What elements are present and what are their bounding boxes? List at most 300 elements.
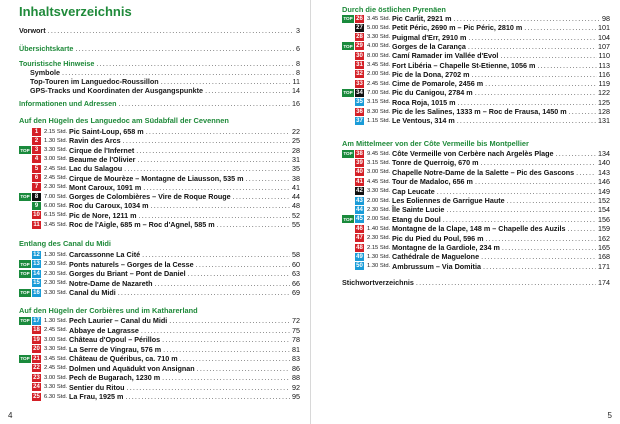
tour-duration: 6.30 Std. (44, 393, 68, 400)
tour-entry-7[interactable] (19, 183, 300, 192)
tour-number-badge: 29 (356, 43, 363, 50)
top-tour-spacer (19, 211, 31, 219)
tour-entry-41[interactable] (342, 177, 610, 186)
top-tour-spacer (19, 326, 31, 334)
tour-page: 92 (292, 382, 300, 392)
tour-entry-26[interactable] (342, 14, 610, 23)
tour-name: Sentier du Ritou (69, 382, 125, 392)
tour-entry-9[interactable] (19, 201, 300, 210)
toc-entry-informationen[interactable] (19, 99, 300, 108)
top-tour-spacer (342, 108, 354, 116)
tour-number-badge: 16 (33, 289, 40, 296)
toc-page: 174 (598, 278, 610, 287)
top-tour-badge: TOP (343, 151, 353, 156)
top-tour-spacer (342, 253, 354, 261)
tour-number-badge: 22 (33, 365, 40, 371)
tour-duration: 3.30 Std. (367, 188, 391, 195)
tour-number-badge: 34 (356, 89, 363, 96)
top-tour-badge: TOP (343, 216, 353, 222)
tour-page: 72 (292, 316, 300, 325)
tour-entry-31[interactable] (342, 61, 610, 70)
tour-number-badge: 20 (33, 346, 40, 352)
leader-dots (123, 136, 290, 145)
leader-dots (162, 373, 290, 382)
tour-number-badge: 46 (356, 225, 363, 232)
tour-page: 125 (598, 97, 610, 107)
tour-entry-43[interactable] (342, 196, 610, 205)
tour-name: Beaume de l'Olivier (69, 154, 136, 164)
leader-dots (458, 98, 596, 107)
tour-page: 140 (598, 158, 610, 168)
tour-number-badge: 11 (33, 221, 40, 228)
tour-page: 63 (292, 269, 300, 278)
tour-entry-24[interactable] (19, 383, 300, 392)
tour-entry-23[interactable] (19, 373, 300, 382)
tour-page: 122 (598, 88, 610, 98)
tour-entry-16[interactable] (19, 288, 300, 297)
tour-entry-1[interactable] (19, 127, 300, 136)
tour-entry-22[interactable] (19, 364, 300, 373)
tour-name: Camí Ramader im Vallée d'Evol (392, 51, 499, 61)
tour-number-badge: 48 (356, 244, 363, 251)
tour-number-badge: 40 (356, 169, 363, 176)
leader-dots (124, 164, 290, 173)
top-tour-spacer (342, 197, 354, 205)
tour-entry-10[interactable] (19, 211, 300, 220)
top-tour-spacer (19, 383, 31, 391)
top-tour-spacer (342, 24, 354, 32)
toc-entry-uebersichtskarte[interactable] (19, 44, 300, 53)
tour-duration: 2.15 Std. (367, 244, 391, 251)
top-tour-spacer (19, 128, 31, 136)
tour-page: 104 (598, 32, 610, 42)
tour-page: 168 (598, 252, 610, 262)
tour-duration: 7.00 Std. (44, 193, 68, 200)
leader-dots (154, 279, 290, 288)
tour-page: 58 (292, 250, 300, 259)
tour-page: 165 (598, 243, 610, 252)
tour-name: La Serre de Vingrau, 576 m (69, 344, 162, 354)
tour-entry-34[interactable] (342, 88, 610, 97)
tour-name: Le Ventous, 314 m (392, 116, 455, 126)
tour-entry-12[interactable] (19, 250, 300, 259)
tour-name: Pic Carlit, 2921 m (392, 14, 452, 23)
tour-name: Carcassonne La Cité (69, 250, 141, 259)
tour-entry-15[interactable] (19, 279, 300, 288)
tour-number-badge: 26 (356, 15, 363, 22)
tour-name: Pech Laurier – Canal du Midi (69, 316, 168, 325)
tour-number-badge: 4 (32, 155, 41, 163)
toc-label: Vorwort (19, 26, 46, 35)
toc-entry-stichwortverzeichnis[interactable] (342, 278, 610, 287)
tour-entry-36[interactable] (342, 107, 610, 116)
tour-entry-2[interactable] (19, 136, 300, 145)
tour-number-badge: 44 (356, 206, 363, 213)
tour-entry-47[interactable] (342, 234, 610, 243)
top-tour-spacer (342, 187, 354, 195)
tour-entry-8[interactable] (19, 192, 300, 201)
tour-name: Pic du Pied du Poul, 596 m (392, 233, 484, 243)
tour-number-badge: 27 (356, 24, 363, 31)
leader-dots (437, 187, 596, 196)
tour-duration: 2.30 Std. (367, 235, 391, 242)
toc-entry-symbole[interactable] (30, 68, 300, 77)
section-heading-corbieres: Auf den Hügeln der Corbières und im Katharerland (19, 306, 198, 315)
leader-dots (485, 234, 596, 243)
tour-entry-5[interactable] (19, 164, 300, 173)
tour-duration: 5.00 Std. (367, 24, 391, 31)
tour-duration: 2.30 Std. (44, 184, 68, 191)
tour-entry-3[interactable] (19, 146, 300, 155)
tour-duration: 3.00 Std. (367, 169, 391, 176)
leader-dots (146, 127, 290, 136)
tour-duration: 2.00 Std. (367, 197, 391, 204)
top-tour-spacer (342, 33, 354, 41)
tour-page: 78 (292, 335, 300, 344)
tour-name: Roc de l'Aigle, 685 m – Roc d'Agnel, 585 m (69, 220, 215, 229)
tour-duration: 3.30 Std. (44, 289, 68, 296)
page-title: Inhaltsverzeichnis (19, 4, 132, 19)
leader-dots (233, 192, 290, 201)
tour-entry-48[interactable] (342, 243, 610, 252)
tour-entry-20[interactable] (19, 345, 300, 354)
tour-name: Gorges de Colombières – Vire de Roque Rouge (69, 192, 231, 202)
top-tour-badge: TOP (343, 16, 353, 21)
tour-number-badge: 19 (33, 336, 40, 343)
leader-dots (457, 116, 596, 125)
tour-number-badge: 3 (32, 146, 41, 154)
tour-name: Dolmen und Aquädukt von Ansignan (69, 363, 195, 373)
tour-number-badge: 36 (356, 108, 363, 115)
tour-duration: 3.30 Std. (44, 346, 68, 352)
tour-duration: 3.30 Std. (44, 147, 68, 154)
leader-dots (483, 262, 596, 271)
tour-name: Cirque de l'Infernet (69, 145, 135, 155)
tour-entry-30[interactable] (342, 51, 610, 60)
tour-page: 113 (598, 60, 610, 70)
tour-name: Pic du Canigou, 2784 m (392, 88, 473, 98)
tour-name: Lac du Salagou (69, 164, 123, 174)
top-tour-spacer (19, 364, 31, 372)
leader-dots (443, 215, 596, 224)
tour-name: Cime de Pomarole, 2456 m (392, 79, 484, 89)
tour-duration: 2.45 Std. (44, 327, 68, 333)
top-tour-spacer (19, 183, 31, 191)
tour-page: 83 (292, 354, 300, 363)
tour-page: 149 (598, 186, 610, 196)
tour-duration: 9.45 Std. (367, 150, 391, 157)
tour-name: Petit Péric, 2690 m – Pic Péric, 2810 m (392, 23, 523, 33)
tour-number-badge: 28 (356, 34, 363, 41)
tour-entry-6[interactable] (19, 174, 300, 183)
tour-page: 101 (598, 23, 610, 33)
tour-name: Ambrussum – Via Domitia (392, 261, 481, 271)
tour-name: Les Eoliennes de Garrigue Haute (392, 196, 505, 205)
tour-page: 88 (292, 373, 300, 382)
tour-entry-28[interactable] (342, 33, 610, 42)
tour-number-badge: 39 (356, 159, 363, 166)
toc-page: 16 (292, 99, 300, 108)
tour-number-badge: 45 (356, 216, 363, 223)
leader-dots (500, 51, 596, 60)
leader-dots (118, 288, 290, 297)
toc-page: 8 (296, 68, 300, 77)
tour-number-badge: 18 (33, 327, 40, 333)
tour-page: 162 (598, 233, 610, 243)
tour-name: Pic de Nore, 1211 m (69, 210, 137, 220)
toc-entry-gps-tracks[interactable] (30, 86, 300, 95)
leader-dots (524, 23, 596, 32)
leader-dots (139, 211, 290, 220)
tour-page: 81 (292, 344, 300, 354)
tour-page: 41 (292, 182, 300, 192)
top-tour-spacer (342, 206, 354, 214)
tour-entry-38[interactable] (342, 149, 610, 158)
tour-duration: 3.30 Std. (44, 384, 68, 390)
tour-name: Gorges du Briant – Pont de Daniel (69, 269, 186, 278)
tour-duration: 2.00 Std. (367, 216, 391, 223)
tour-entry-49[interactable] (342, 252, 610, 261)
leader-dots (137, 155, 290, 164)
toc-page: 3 (296, 26, 300, 35)
section-heading-canal-du-midi: Entlang des Canal du Midi (19, 239, 111, 248)
tour-duration: 2.15 Std. (44, 128, 68, 135)
tour-page: 134 (598, 149, 610, 158)
tour-page: 98 (602, 14, 610, 23)
tour-name: Pic de la Dona, 2702 m (392, 69, 470, 79)
tour-name: Etang du Doul (392, 214, 441, 224)
tour-entry-33[interactable] (342, 79, 610, 88)
top-tour-spacer (342, 234, 354, 242)
tour-number-badge: 5 (32, 165, 41, 173)
tour-number-badge: 23 (33, 374, 40, 381)
tour-entry-39[interactable] (342, 158, 610, 167)
top-tour-spacer (19, 137, 31, 145)
tour-duration: 3.30 Std. (367, 34, 391, 41)
leader-dots (468, 42, 596, 51)
tour-duration: 2.30 Std. (44, 270, 68, 277)
tour-number-badge: 2 (32, 137, 41, 145)
tour-page: 152 (598, 196, 610, 205)
toc-label: Symbole (30, 68, 60, 77)
tour-name: Canal du Midi (69, 288, 116, 297)
tour-number-badge: 17 (33, 317, 40, 324)
leader-dots (537, 61, 596, 70)
tour-entry-45[interactable] (342, 215, 610, 224)
tour-duration: 8.00 Std. (367, 52, 391, 59)
tour-page: 116 (598, 69, 610, 79)
tour-name: Roc du Caroux, 1034 m (69, 201, 149, 211)
tour-entry-18[interactable] (19, 326, 300, 335)
leader-dots (136, 146, 290, 155)
tour-duration: 1.30 Std. (367, 253, 391, 260)
leader-dots (446, 205, 596, 214)
tour-number-badge: 25 (33, 393, 40, 400)
tour-page: 131 (598, 116, 610, 126)
toc-page: 6 (296, 44, 300, 53)
leader-dots (169, 316, 290, 325)
tour-name: Côte Vermeille von Cerbère nach Argelès Plage (392, 149, 554, 158)
toc-page: 8 (296, 59, 300, 68)
tour-duration: 8.30 Std. (367, 108, 391, 115)
tour-name: Château de Quéribus, ca. 710 m (69, 354, 178, 363)
tour-entry-37[interactable] (342, 116, 610, 125)
tour-entry-40[interactable] (342, 168, 610, 177)
tour-name: Tonre de Querroig, 670 m (392, 158, 479, 168)
top-tour-spacer (342, 178, 354, 186)
tour-duration: 2.45 Std. (44, 365, 68, 371)
tour-duration: 2.00 Std. (367, 71, 391, 78)
tour-entry-14[interactable] (19, 269, 300, 278)
top-tour-spacer (342, 225, 354, 233)
tour-entry-13[interactable] (19, 260, 300, 269)
tour-entry-35[interactable] (342, 98, 610, 107)
tour-page: 159 (598, 224, 610, 234)
tour-name: Gorges de la Carança (392, 41, 466, 51)
leader-dots (125, 392, 290, 401)
tour-name: Tour de Madaloc, 656 m (392, 177, 473, 187)
tour-entry-42[interactable] (342, 187, 610, 196)
leader-dots (481, 252, 596, 261)
section-heading-mittelmeer: Am Mittelmeer von der Côte Vermeille bis Montpellier (342, 139, 529, 148)
tour-name: Pic de les Salines, 1333 m – Roc de Frausa, 1450 m (392, 107, 567, 116)
top-tour-spacer (19, 345, 31, 353)
top-tour-spacer (342, 244, 354, 252)
tour-duration: 3.00 Std. (44, 156, 68, 163)
tour-name: Fort Libéria – Chapelle St-Etienne, 1056 m (392, 60, 536, 70)
top-tour-spacer (342, 80, 354, 88)
tour-duration: 2.45 Std. (44, 175, 68, 181)
tour-entry-44[interactable] (342, 205, 610, 214)
tour-entry-19[interactable] (19, 335, 300, 344)
tour-number-badge: 6 (32, 174, 41, 182)
tour-duration: 2.30 Std. (44, 261, 68, 267)
tour-name: Pech de Bugarach, 1230 m (69, 373, 161, 382)
tour-name: Cirque de Mourèze – Montagne de Liausson, 535 m (69, 173, 244, 183)
tour-number-badge: 32 (356, 71, 363, 78)
tour-name: Ponts naturels – Gorges de la Cesse (69, 259, 194, 269)
tour-name: Mont Caroux, 1091 m (69, 182, 142, 192)
tour-number-badge: 35 (356, 99, 363, 106)
tour-name: Château d'Opoul – Périllos (69, 335, 161, 344)
leader-dots (246, 174, 290, 183)
toc-entry-touristische-hinweise[interactable] (19, 59, 300, 68)
top-tour-spacer (342, 98, 354, 106)
top-tour-spacer (19, 165, 31, 173)
tour-entry-21[interactable] (19, 354, 300, 363)
tour-page: 75 (292, 325, 300, 335)
tour-duration: 2.30 Std. (44, 280, 68, 286)
tour-duration: 1.30 Std. (44, 251, 68, 258)
top-tour-spacer (19, 336, 31, 344)
tour-entry-29[interactable] (342, 42, 610, 51)
top-tour-spacer (342, 61, 354, 69)
top-tour-badge: TOP (20, 147, 30, 153)
tour-entry-25[interactable] (19, 392, 300, 401)
tour-number-badge: 30 (356, 52, 363, 59)
leader-dots (151, 201, 291, 210)
top-tour-spacer (342, 159, 354, 167)
tour-entry-32[interactable] (342, 70, 610, 79)
page-number-left: 4 (8, 411, 13, 420)
tour-name: Abbaye de Lagrasse (69, 325, 139, 335)
tour-number-badge: 38 (356, 150, 363, 157)
tour-entry-50[interactable] (342, 262, 610, 271)
leader-dots (163, 345, 290, 354)
top-tour-spacer (19, 202, 31, 210)
leader-dots (180, 354, 290, 363)
tour-entry-46[interactable] (342, 224, 610, 233)
tour-number-badge: 24 (33, 384, 40, 390)
tour-page: 25 (292, 136, 300, 146)
leader-dots (485, 79, 596, 88)
tour-name: Notre-Dame de Nazareth (69, 278, 153, 288)
tour-number-badge: 13 (33, 261, 40, 267)
top-tour-spacer (342, 70, 354, 78)
leader-dots (143, 183, 290, 192)
leader-dots (481, 158, 596, 167)
leader-dots (475, 177, 596, 186)
section-heading-languedoc: Auf den Hügeln des Languedoc am Südabfall der Cevennen (19, 116, 229, 125)
tour-number-badge: 31 (356, 62, 363, 68)
toc-entry-vorwort[interactable] (19, 26, 300, 35)
tour-entry-11[interactable] (19, 220, 300, 229)
leader-dots (475, 88, 596, 97)
leader-dots (454, 14, 600, 23)
top-tour-badge: TOP (20, 261, 30, 267)
leader-dots (217, 220, 290, 229)
top-tour-spacer (342, 168, 354, 176)
tour-duration: 7.00 Std. (367, 89, 391, 96)
top-tour-spacer (19, 374, 31, 382)
toc-label: Touristische Hinweise (19, 59, 95, 68)
tour-duration: 3.00 Std. (44, 336, 68, 343)
leader-dots (188, 269, 290, 278)
tour-entry-27[interactable] (342, 23, 610, 32)
tour-duration: 3.00 Std. (44, 374, 68, 381)
top-tour-spacer (19, 221, 31, 229)
leader-dots (162, 335, 290, 344)
leader-dots (142, 250, 290, 259)
tour-page: 154 (598, 205, 610, 215)
tour-duration: 1.30 Std. (367, 263, 391, 270)
leader-dots (567, 224, 596, 233)
tour-entry-17[interactable] (19, 316, 300, 325)
top-tour-spacer (19, 174, 31, 182)
tour-page: 48 (292, 201, 300, 211)
tour-page: 55 (292, 220, 300, 229)
tour-duration: 6.00 Std. (44, 202, 68, 209)
tour-duration: 3.45 Std. (367, 62, 391, 68)
tour-number-badge: 33 (356, 80, 363, 87)
top-tour-spacer (342, 262, 354, 270)
tour-page: 95 (292, 392, 300, 401)
toc-entry-top-touren[interactable] (30, 77, 300, 86)
tour-page: 44 (292, 192, 300, 202)
tour-entry-4[interactable] (19, 155, 300, 164)
tour-duration: 2.30 Std. (367, 206, 391, 213)
toc-label: GPS-Tracks und Koordinaten der Ausgangspunkte (30, 86, 204, 95)
toc-label: Übersichtskarte (19, 44, 74, 53)
tour-page: 143 (598, 167, 610, 177)
tour-duration: 3.45 Std. (44, 221, 68, 228)
leader-dots (569, 107, 596, 116)
top-tour-spacer (19, 279, 31, 287)
tour-number-badge: 14 (33, 270, 40, 277)
tour-name: Puigmal d'Err, 2910 m (392, 32, 467, 42)
tour-page: 107 (598, 41, 610, 51)
top-tour-spacer (342, 52, 354, 60)
